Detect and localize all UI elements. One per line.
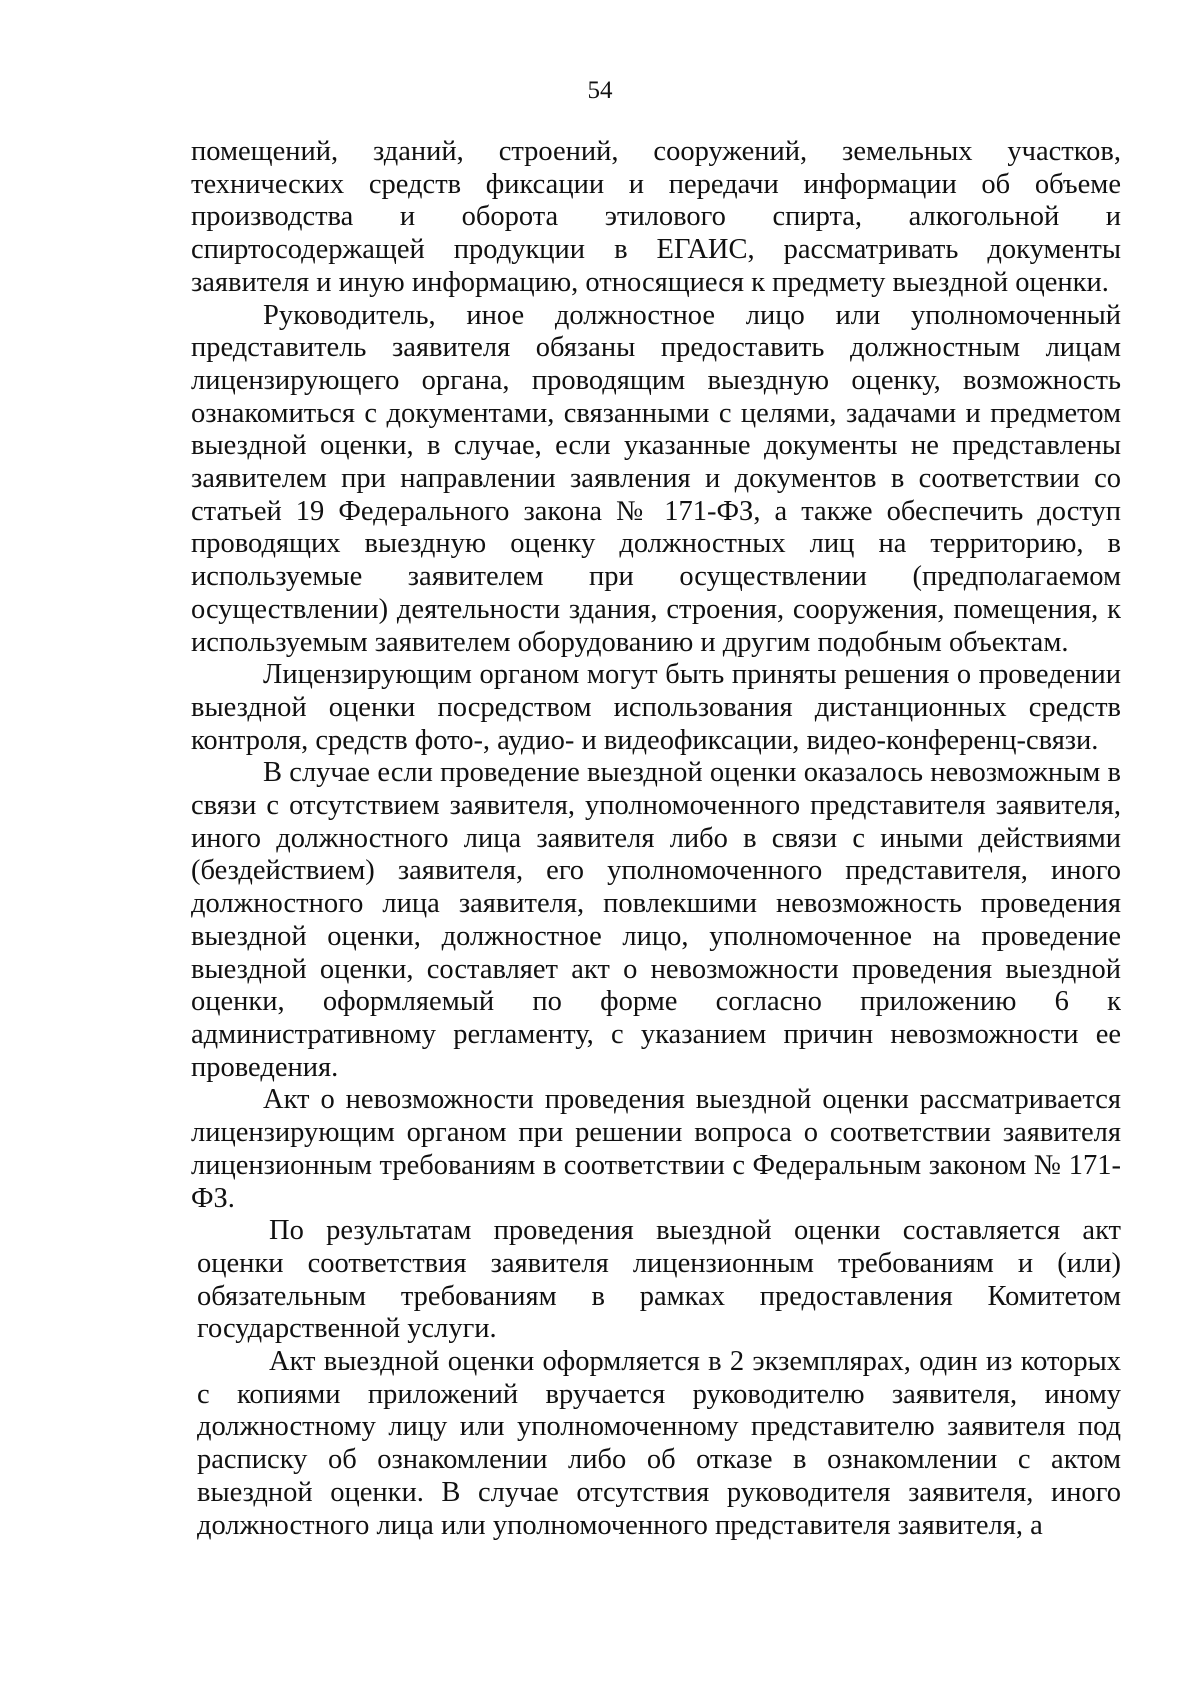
paragraph-7: Акт выездной оценки оформляется в 2 экземплярах, один из которых с копиями приложений вручается руководителю заявителя, иному должностному лицу или уполномоченному представителю заявителя под расписку об ознакомлении либо об отказе в ознакомлении с актом выездной оценки. В случае отсутствия руководителя заявителя, иного должностного лица или уполномоченного представителя заявителя, а: [197, 1346, 1121, 1541]
paragraph-6: По результатам проведения выездной оценки составляется акт оценки соответствия заявителя лицензионным требованиям и (или) обязательным требованиям в рамках предоставления Комитетом государственной услуги.: [197, 1215, 1121, 1345]
paragraph-3: Лицензирующим органом могут быть приняты решения о проведении выездной оценки посредством использования дистанционных средств контроля, средств фото-, аудио- и видеофиксации, видео-конференц-связи.: [191, 659, 1121, 756]
page-number: 54: [587, 77, 613, 104]
paragraph-1: помещений, зданий, строений, сооружений, земельных участков, технических средств фиксации и передачи информации об объеме производства и оборота этилового спирта, алкогольной и спиртосодержащей продукции в ЕГАИС, рассматривать документы заявителя и иную информацию, относящиеся к предмету выездной оценки.: [191, 136, 1121, 298]
paragraph-4: В случае если проведение выездной оценки оказалось невозможным в связи с отсутствием заявителя, уполномоченного представителя заявителя, иного должностного лица заявителя либо в связи с иными действиями (бездействием) заявителя, его уполномоченного представителя, иного должностного лица заявителя, повлекшими невозможность проведения выездной оценки, должностное лицо, уполномоченное на проведение выездной оценки, составляет акт о невозможности проведения выездной оценки, оформляемый по форме согласно приложению 6 к административному регламенту, с указанием причин невозможности ее проведения.: [191, 757, 1121, 1083]
document-body: [191, 136, 1121, 1542]
paragraph-5: Акт о невозможности проведения выездной оценки рассматривается лицензирующим органом при решении вопроса о соответствии заявителя лицензионным требованиям в соответствии с Федеральным законом № 171-ФЗ.: [191, 1084, 1121, 1214]
paragraph-2: Руководитель, иное должностное лицо или уполномоченный представитель заявителя обязаны предоставить должностным лицам лицензирующего органа, проводящим выездную оценку, возможность ознакомиться с документами, связанными с целями, задачами и предметом выездной оценки, в случае, если указанные документы не представлены заявителем при направлении заявления и документов в соответствии со статьей 19 Федерального закона № 171-ФЗ, а также обеспечить доступ проводящих выездную оценку должностных лиц на территорию, в используемые заявителем при осуществлении (предполагаемом осуществлении) деятельности здания, строения, сооружения, помещения, к используемым заявителем оборудованию и другим подобным объектам.: [191, 299, 1121, 658]
